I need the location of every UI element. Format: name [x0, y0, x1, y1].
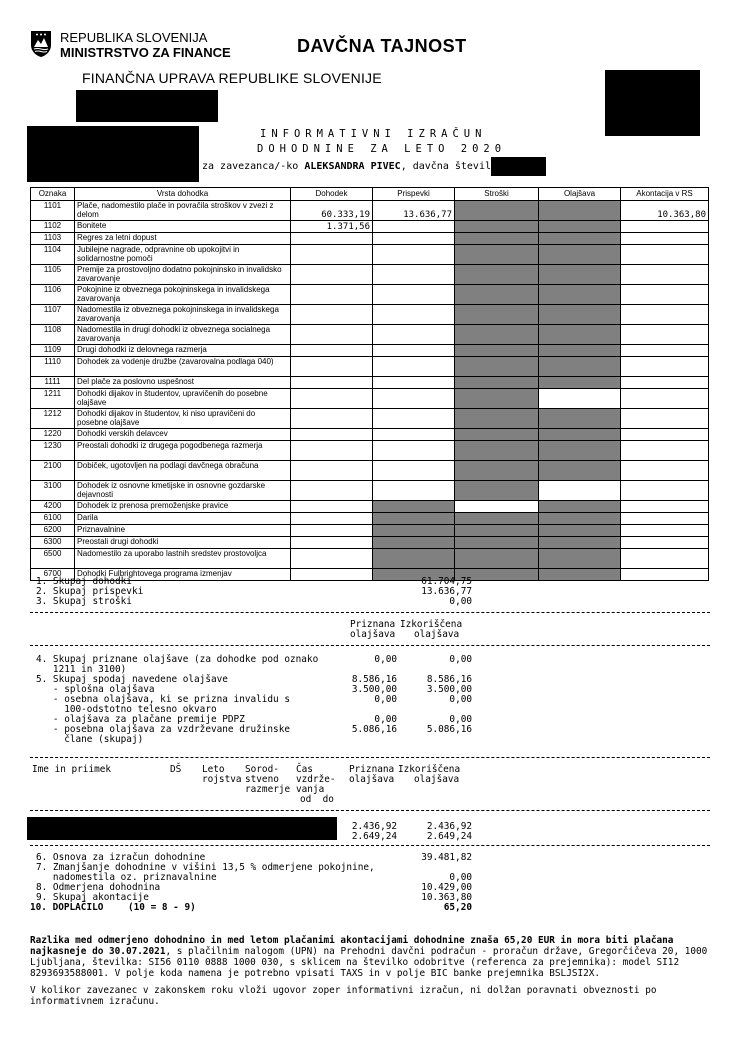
cell-akontacija	[621, 285, 709, 305]
doc-title-line2: DOHODNINE ZA LETO 2020	[257, 143, 507, 155]
cell-stroski	[455, 265, 539, 285]
row-code: 6700	[31, 569, 75, 581]
relief-col2-b: olajšava	[414, 629, 460, 640]
table-row	[31, 389, 709, 409]
cell-prispevki	[373, 481, 455, 501]
payment-notice	[30, 935, 710, 979]
row-code: 1230	[31, 441, 75, 461]
relief-used: 5.086,16	[426, 724, 472, 735]
row-code: 1101	[31, 201, 75, 221]
row-code: 1109	[31, 345, 75, 357]
row-code: 2100	[31, 461, 75, 481]
row-code: 3100	[31, 481, 75, 501]
redacted-block	[605, 70, 700, 136]
agency-name: FINANČNA UPRAVA REPUBLIKE SLOVENIJE	[82, 70, 382, 86]
cell-olajsava	[539, 441, 621, 461]
family-row	[30, 832, 710, 842]
final-formula: (10 = 8 - 9)	[128, 902, 196, 913]
col-header-contributions: Prispevki	[373, 188, 455, 201]
redacted-block	[27, 126, 199, 182]
total-value: 0,00	[449, 596, 472, 607]
cell-dohodek	[291, 501, 373, 513]
table-row	[31, 377, 709, 389]
row-code: 1106	[31, 285, 75, 305]
cell-prispevki	[373, 537, 455, 549]
calc-label: 6. Osnova za izračun dohodnine	[36, 852, 206, 863]
cell-akontacija	[621, 345, 709, 357]
relief-label: - posebna olajšava za vzdrževane družinske	[36, 724, 290, 735]
cell-dohodek	[291, 549, 373, 569]
cell-olajsava	[539, 201, 621, 221]
row-income-type: Preostali drugi dohodki	[75, 537, 291, 549]
col-header-relief: Olajšava	[539, 188, 621, 201]
fam-time-head3: vanja	[296, 784, 325, 795]
row-income-type: Dohodki verskih delavcev	[75, 429, 291, 441]
cell-dohodek	[291, 513, 373, 525]
row-income-type: Dohodek za vodenje družbe (zavarovalna podlaga 040)	[75, 357, 291, 377]
table-row	[31, 305, 709, 325]
fam-year-head2: rojstva	[202, 774, 242, 785]
relief-label: 4. Skupaj priznane olajšave (za dohodke pod oznako	[36, 654, 319, 665]
table-row	[31, 357, 709, 377]
cell-prispevki	[373, 221, 455, 233]
cell-dohodek	[291, 429, 373, 441]
fam-rec-head: Priznana	[349, 764, 395, 775]
cell-dohodek	[291, 409, 373, 429]
cell-stroski	[455, 537, 539, 549]
relief-recognized: 8.586,16	[351, 674, 397, 685]
fam-used-head2: olajšava	[414, 774, 460, 785]
calc-label: 7. Zmanjšanje dohodnine v višini 13,5 % odmerjene pokojnine,	[36, 862, 375, 873]
secret-label: DAVČNA TAJNOST	[297, 36, 467, 56]
relief-used: 3.500,00	[426, 684, 472, 695]
table-row	[31, 201, 709, 221]
row-income-type: Nadomestilo za uporabo lastnih sredstev prostovoljca	[75, 549, 291, 569]
taxpayer-name: ALEKSANDRA PIVEC	[304, 161, 401, 172]
divider	[30, 845, 710, 846]
relief-recognized: 0,00	[374, 714, 397, 725]
cell-stroski	[455, 245, 539, 265]
total-row	[30, 587, 710, 597]
calc-value: 0,00	[449, 872, 472, 883]
cell-prispevki	[373, 461, 455, 481]
ministry-name-line1: REPUBLIKA SLOVENIJA	[60, 30, 208, 45]
row-code: 1211	[31, 389, 75, 409]
cell-olajsava	[539, 245, 621, 265]
table-row	[31, 265, 709, 285]
cell-prispevki	[373, 357, 455, 377]
row-income-type: Priznavalnine	[75, 525, 291, 537]
table-row	[31, 525, 709, 537]
cell-prispevki: 13.636,77	[373, 201, 455, 221]
cell-dohodek	[291, 265, 373, 285]
doc-title-line1: INFORMATIVNI IZRAČUN	[260, 128, 487, 140]
cell-stroski	[455, 285, 539, 305]
cell-olajsava	[539, 325, 621, 345]
cell-prispevki	[373, 501, 455, 513]
relief-label: - osebna olajšava, ki se prizna invalidu s	[36, 694, 290, 705]
cell-akontacija	[621, 537, 709, 549]
fam-time-head4: od do	[300, 794, 334, 805]
row-income-type: Nadomestila iz obveznega pokojninskega in invalidskega zavarovanja	[75, 305, 291, 325]
fam-name-head: Ime in priimek	[32, 764, 112, 775]
fam-rel-head3: razmerje	[245, 784, 291, 795]
cell-stroski	[455, 441, 539, 461]
cell-stroski	[455, 481, 539, 501]
cell-akontacija	[621, 221, 709, 233]
cell-akontacija	[621, 245, 709, 265]
total-label: 1. Skupaj dohodki	[36, 576, 132, 587]
divider	[30, 810, 710, 811]
table-row	[31, 221, 709, 233]
cell-stroski	[455, 377, 539, 389]
cell-akontacija	[621, 265, 709, 285]
calc-value: 10.429,00	[421, 882, 472, 893]
table-header-row	[31, 188, 709, 201]
family-recognized: 2.436,92	[351, 821, 397, 832]
ministry-name-line2: MINISTRSTVO ZA FINANCE	[60, 45, 231, 60]
relief-col2-a: Izkoriščena	[400, 619, 463, 630]
relief-used: 0,00	[449, 694, 472, 705]
cell-olajsava	[539, 377, 621, 389]
row-income-type: Dohodki dijakov in študentov, upravičenih do posebne olajšave	[75, 389, 291, 409]
cell-akontacija	[621, 233, 709, 245]
fam-rec-head2: olajšava	[349, 774, 395, 785]
cell-akontacija	[621, 501, 709, 513]
row-income-type: Bonitete	[75, 221, 291, 233]
row-code: 1102	[31, 221, 75, 233]
family-used: 2.649,24	[426, 831, 472, 842]
cell-prispevki	[373, 325, 455, 345]
cell-akontacija	[621, 549, 709, 569]
row-income-type: Drugi dohodki iz delovnega razmerja	[75, 345, 291, 357]
cell-dohodek	[291, 481, 373, 501]
cell-dohodek	[291, 305, 373, 325]
row-income-type: Del plače za poslovno uspešnost	[75, 377, 291, 389]
relief-label: - splošna olajšava	[36, 684, 155, 695]
calc-label-cont: nadomestila oz. priznavalnine	[36, 872, 217, 883]
cell-akontacija	[621, 357, 709, 377]
row-income-type: Plače, nadomestilo plače in povračila stroškov v zvezi z delom	[75, 201, 291, 221]
relief-used: 0,00	[449, 714, 472, 725]
relief-used: 8.586,16	[426, 674, 472, 685]
cell-prispevki	[373, 409, 455, 429]
cell-stroski	[455, 221, 539, 233]
cell-dohodek	[291, 233, 373, 245]
row-code: 1111	[31, 377, 75, 389]
row-code: 6100	[31, 513, 75, 525]
calc-label: 9. Skupaj akontacije	[36, 892, 149, 903]
cell-akontacija	[621, 305, 709, 325]
family-header	[30, 765, 710, 805]
cell-prispevki	[373, 525, 455, 537]
row-income-type: Regres za letni dopust	[75, 233, 291, 245]
relief-used: 0,00	[449, 654, 472, 665]
cell-olajsava	[539, 409, 621, 429]
taxpayer-prefix: za zavezanca/-ko	[202, 161, 299, 172]
row-income-type: Nadomestila in drugi dohodki iz obveznega socialnega zavarovanja	[75, 325, 291, 345]
cell-prispevki	[373, 429, 455, 441]
row-code: 1104	[31, 245, 75, 265]
cell-akontacija: 10.363,80	[621, 201, 709, 221]
cell-prispevki	[373, 265, 455, 285]
table-row	[31, 429, 709, 441]
row-code: 1108	[31, 325, 75, 345]
row-income-type: Darila	[75, 513, 291, 525]
cell-stroski	[455, 409, 539, 429]
row-code: 6200	[31, 525, 75, 537]
table-row	[31, 245, 709, 265]
cell-dohodek	[291, 461, 373, 481]
cell-akontacija	[621, 377, 709, 389]
family-used: 2.436,92	[426, 821, 472, 832]
cell-prispevki	[373, 377, 455, 389]
cell-stroski	[455, 501, 539, 513]
row-code: 1107	[31, 305, 75, 325]
row-code: 1103	[31, 233, 75, 245]
cell-prispevki	[373, 245, 455, 265]
row-code: 1212	[31, 409, 75, 429]
row-income-type: Dohodki Fulbrightovega programa izmenjav	[75, 569, 291, 581]
relief-recognized: 5.086,16	[351, 724, 397, 735]
relief-label: 5. Skupaj spodaj navedene olajšave	[36, 674, 228, 685]
fam-used-head: Izkoriščena	[398, 764, 461, 775]
cell-prispevki	[373, 549, 455, 569]
cell-olajsava	[539, 389, 621, 409]
relief-label: - olajšava za plačane premije PDPZ	[36, 714, 245, 725]
cell-stroski	[455, 325, 539, 345]
cell-stroski	[455, 305, 539, 325]
family-values	[30, 822, 710, 842]
cell-dohodek	[291, 325, 373, 345]
objection-notice: V kolikor zavezanec v zakonskem roku vloži ugovor zoper informativni izračun, ni dolžan poravnati obveznosti po informativnem izračunu.	[30, 985, 657, 1007]
table-row	[31, 549, 709, 569]
relief-row-cont	[30, 735, 710, 745]
cell-olajsava	[539, 357, 621, 377]
row-income-type: Jubilejne nagrade, odpravnine ob upokojitvi in solidarnostne pomoči	[75, 245, 291, 265]
income-table	[30, 187, 709, 581]
row-income-type: Pokojnine iz obveznega pokojninskega in invalidskega zavarovanja	[75, 285, 291, 305]
table-row	[31, 513, 709, 525]
row-income-type: Dobiček, ugotovljen na podlagi davčnega obračuna	[75, 461, 291, 481]
cell-dohodek	[291, 377, 373, 389]
relief-header	[30, 620, 710, 640]
fam-year-head: Leto	[202, 764, 225, 775]
cell-olajsava	[539, 481, 621, 501]
payment-notice-rest: , s plačilnim nalogom (UPN) na Prehodni davčni podračun - proračun države, Gregorčičeva 20, 1000 Ljubljana, številka: SI56 0110 0888 1000 030, s sklicem na številko odobritve (referenca za prejemnika): model SI12 8293693588001. V polje koda namena je potrebno vpisati TAXS in v polje BIC banke prejemnika BSLJSI2X.	[30, 946, 708, 979]
relief-row	[30, 655, 710, 665]
cell-dohodek	[291, 537, 373, 549]
cell-olajsava	[539, 345, 621, 357]
cell-olajsava	[539, 305, 621, 325]
cell-olajsava	[539, 265, 621, 285]
cell-dohodek: 1.371,56	[291, 221, 373, 233]
final-label: 10. DOPLAČILO	[30, 902, 104, 913]
coat-of-arms-icon	[30, 30, 52, 58]
table-row	[31, 501, 709, 513]
row-income-type: Preostali dohodki iz drugega pogodbenega razmerja	[75, 441, 291, 461]
cell-olajsava	[539, 461, 621, 481]
calc-value: 39.481,82	[421, 852, 472, 863]
calc-value: 10.363,80	[421, 892, 472, 903]
cell-stroski	[455, 357, 539, 377]
cell-dohodek	[291, 389, 373, 409]
cell-olajsava	[539, 429, 621, 441]
fam-rel-head2: stveno	[245, 774, 279, 785]
divider	[30, 757, 710, 758]
table-row	[31, 409, 709, 429]
cell-dohodek	[291, 345, 373, 357]
row-income-type: Dohodki dijakov in študentov, ki niso upravičeni do posebne olajšave	[75, 409, 291, 429]
row-income-type: Dohodek iz osnovne kmetijske in osnovne gozdarske dejavnosti	[75, 481, 291, 501]
col-header-code: Oznaka	[31, 188, 75, 201]
table-row	[31, 441, 709, 461]
total-row	[30, 597, 710, 607]
total-value: 61.704,75	[421, 576, 472, 587]
cell-prispevki	[373, 513, 455, 525]
divider	[30, 612, 710, 613]
fam-time-head2: vzdrže-	[296, 774, 336, 785]
col-header-advance: Akontacija v RS	[621, 188, 709, 201]
totals-section	[30, 577, 710, 607]
cell-dohodek	[291, 245, 373, 265]
cell-stroski	[455, 549, 539, 569]
payment-notice-bold: Razlika med odmerjeno dohodnino in med letom plačanimi akontacijami dohodnine znaša 65,20 EUR in mora biti plačana najkasneje do 30.07.2021	[30, 935, 674, 957]
cell-stroski	[455, 389, 539, 409]
cell-akontacija	[621, 513, 709, 525]
cell-olajsava	[539, 537, 621, 549]
relief-col1-b: olajšava	[350, 629, 396, 640]
cell-olajsava	[539, 233, 621, 245]
cell-stroski	[455, 513, 539, 525]
cell-prispevki	[373, 345, 455, 357]
cell-akontacija	[621, 429, 709, 441]
row-income-type: Dohodek iz prenosa premoženjske pravice	[75, 501, 291, 513]
row-code: 1110	[31, 357, 75, 377]
redacted-block	[76, 90, 218, 122]
relief-label-cont: 100-odstotno telesno okvaro	[36, 704, 217, 715]
total-value: 13.636,77	[421, 586, 472, 597]
relief-recognized: 3.500,00	[351, 684, 397, 695]
fam-ds-head: DŠ	[170, 764, 182, 775]
tax-number-label: , davčna številka:	[400, 161, 510, 172]
relief-label-cont: člane (skupaj)	[36, 734, 144, 745]
table-row	[31, 345, 709, 357]
table-row	[31, 537, 709, 549]
relief-recognized: 0,00	[374, 694, 397, 705]
table-row	[31, 461, 709, 481]
fam-rel-head: Sorod-	[245, 764, 279, 775]
row-code: 1220	[31, 429, 75, 441]
calc-label: 8. Odmerjena dohodnina	[36, 882, 161, 893]
cell-akontacija	[621, 389, 709, 409]
cell-akontacija	[621, 525, 709, 537]
cell-stroski	[455, 461, 539, 481]
table-row	[31, 481, 709, 501]
calc-section	[30, 853, 710, 913]
cell-olajsava	[539, 285, 621, 305]
row-code: 4200	[31, 501, 75, 513]
cell-prispevki	[373, 441, 455, 461]
cell-olajsava	[539, 513, 621, 525]
final-value: 65,20	[443, 902, 472, 913]
cell-stroski	[455, 429, 539, 441]
cell-dohodek	[291, 357, 373, 377]
relief-recognized: 0,00	[374, 654, 397, 665]
row-code: 1105	[31, 265, 75, 285]
col-header-costs: Stroški	[455, 188, 539, 201]
table-row	[31, 285, 709, 305]
fam-time-head: Čas	[296, 764, 313, 775]
cell-prispevki	[373, 233, 455, 245]
cell-akontacija	[621, 325, 709, 345]
row-code: 6500	[31, 549, 75, 569]
relief-label-cont: 1211 in 3100)	[36, 664, 127, 675]
final-payment-row	[30, 903, 710, 913]
cell-olajsava	[539, 525, 621, 537]
cell-akontacija	[621, 481, 709, 501]
cell-dohodek: 60.333,19	[291, 201, 373, 221]
cell-olajsava	[539, 549, 621, 569]
cell-akontacija	[621, 409, 709, 429]
cell-akontacija	[621, 461, 709, 481]
reliefs-section	[30, 655, 710, 745]
cell-akontacija	[621, 441, 709, 461]
cell-stroski	[455, 525, 539, 537]
cell-stroski	[455, 345, 539, 357]
row-income-type: Premije za prostovoljno dodatno pokojninsko in invalidsko zavarovanje	[75, 265, 291, 285]
col-header-type: Vrsta dohodka	[75, 188, 291, 201]
cell-dohodek	[291, 285, 373, 305]
col-header-income: Dohodek	[291, 188, 373, 201]
cell-dohodek	[291, 441, 373, 461]
taxpayer-line	[202, 161, 509, 172]
relief-col1-a: Priznana	[350, 619, 396, 630]
cell-prispevki	[373, 285, 455, 305]
cell-prispevki	[373, 305, 455, 325]
divider	[30, 645, 710, 646]
cell-olajsava	[539, 501, 621, 513]
cell-stroski	[455, 201, 539, 221]
cell-olajsava	[539, 221, 621, 233]
cell-dohodek	[291, 525, 373, 537]
table-row	[31, 233, 709, 245]
cell-stroski	[455, 233, 539, 245]
row-code: 6300	[31, 537, 75, 549]
total-label: 2. Skupaj prispevki	[36, 586, 144, 597]
table-row	[31, 325, 709, 345]
cell-prispevki	[373, 389, 455, 409]
family-recognized: 2.649,24	[351, 831, 397, 842]
total-label: 3. Skupaj stroški	[36, 596, 132, 607]
